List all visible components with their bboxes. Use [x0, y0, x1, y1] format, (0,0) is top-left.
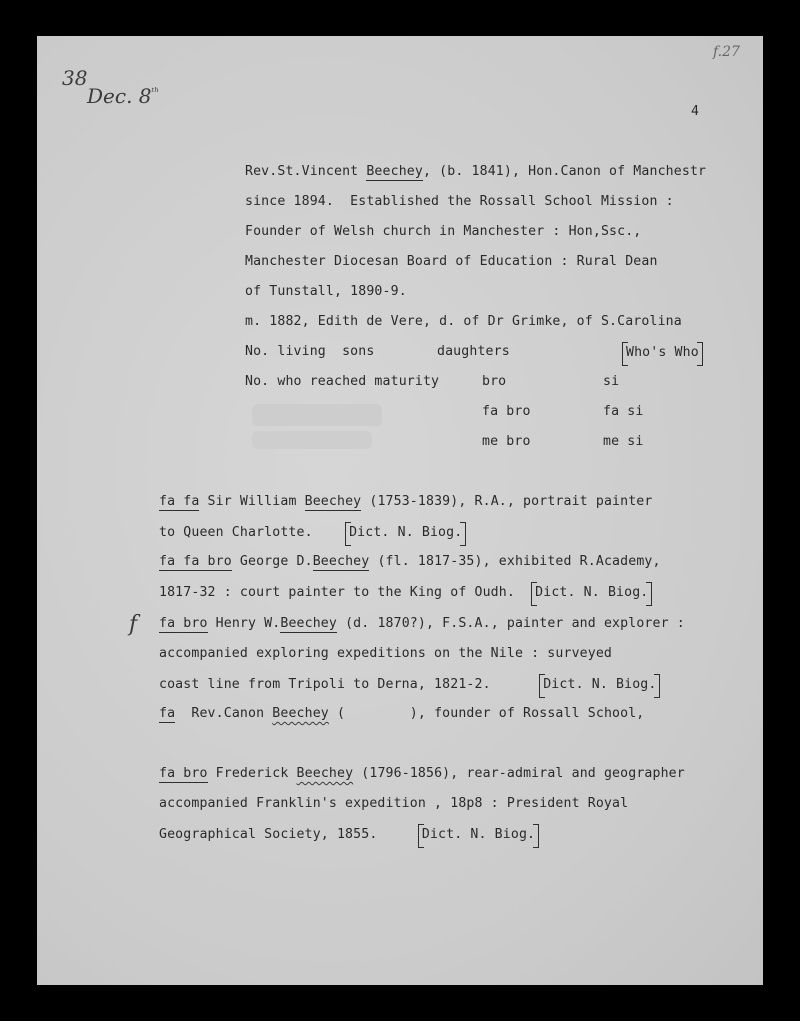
- margin-handwritten-mark: f: [129, 612, 138, 637]
- relative-entry-line: fa Rev.Canon Beechey ( ), founder of Rossall School,: [159, 706, 645, 721]
- source-citation: Dict. N. Biog.: [345, 524, 466, 542]
- fa-si-label: fa si: [603, 404, 644, 419]
- si-label: si: [603, 374, 620, 389]
- relation-code: fa bro: [159, 616, 208, 631]
- surname-underlined: Beechey: [272, 706, 329, 721]
- entry-line-4: Manchester Diocesan Board of Education : Rural Dean: [245, 254, 658, 269]
- relative-entry-line: fa bro Frederick Beechey (1796-1856), rear-admiral and geographer: [159, 766, 685, 781]
- entry-line-1: Rev.St.Vincent Beechey, (b. 1841), Hon.Canon of Manchestr: [245, 164, 707, 179]
- source-citation: Dict. N. Biog.: [531, 584, 652, 602]
- relative-entry-line: Geographical Society, 1855. Dict. N. Biog.: [159, 826, 539, 844]
- relation-code: fa fa bro: [159, 554, 232, 569]
- folio-annotation: f.27: [713, 44, 740, 60]
- surname-underlined: Beechey: [366, 164, 423, 179]
- date-annotation-text: Dec. $8^{ᵗʰ}$: [87, 84, 159, 108]
- fa-bro-label: fa bro: [482, 404, 531, 419]
- source-citation: Dict. N. Biog.: [539, 676, 660, 694]
- entry-line-6: m. 1882, Edith de Vere, d. of Dr Grimke, of S.Carolina: [245, 314, 682, 329]
- bro-label: bro: [482, 374, 507, 389]
- entry-line-2: since 1894. Established the Rossall School Mission :: [245, 194, 674, 209]
- relation-code: fa bro: [159, 766, 208, 781]
- relation-code: fa fa: [159, 494, 200, 509]
- relative-entry-line: fa fa bro George D.Beechey (fl. 1817-35), exhibited R.Academy,: [159, 554, 661, 569]
- relative-entry-line: to Queen Charlotte. Dict. N. Biog.: [159, 524, 466, 542]
- whos-who-source: Who's Who: [622, 344, 703, 362]
- relative-entry-line: coast line from Tripoli to Derna, 1821-2. Dict. N. Biog.: [159, 676, 660, 694]
- relation-code: fa: [159, 706, 176, 721]
- living-sons-label: No. living sons: [245, 344, 375, 359]
- relative-entry-line: accompanied exploring expeditions on the Nile : surveyed: [159, 646, 613, 661]
- document-page: [37, 36, 763, 985]
- maturity-label: No. who reached maturity: [245, 374, 440, 389]
- show-through-smudge: [252, 431, 372, 449]
- surname-underlined: Beechey: [304, 494, 362, 509]
- surname-underlined: Beechey: [312, 554, 370, 569]
- surname-underlined: Beechey: [296, 766, 354, 781]
- date-annotation-number: 38: [62, 66, 88, 90]
- source-citation: Dict. N. Biog.: [418, 826, 539, 844]
- relative-entry-line: accompanied Franklin's expedition , 18p8 : President Royal: [159, 796, 629, 811]
- show-through-smudge: [252, 404, 382, 426]
- entry-line-3: Founder of Welsh church in Manchester : Hon,Ssc.,: [245, 224, 642, 239]
- me-si-label: me si: [603, 434, 644, 449]
- entry-line-5: of Tunstall, 1890-9.: [245, 284, 407, 299]
- relative-entry-line: 1817-32 : court painter to the King of Oudh. Dict. N. Biog.: [159, 584, 652, 602]
- page-number: 4: [691, 104, 700, 119]
- relative-entry-line: fa fa Sir William Beechey (1753-1839), R.A., portrait painter: [159, 494, 653, 509]
- surname-underlined: Beechey: [280, 616, 337, 631]
- relative-entry-line: fa bro Henry W.Beechey (d. 1870?), F.S.A., painter and explorer :: [159, 616, 685, 631]
- daughters-label: daughters: [437, 344, 510, 359]
- me-bro-label: me bro: [482, 434, 531, 449]
